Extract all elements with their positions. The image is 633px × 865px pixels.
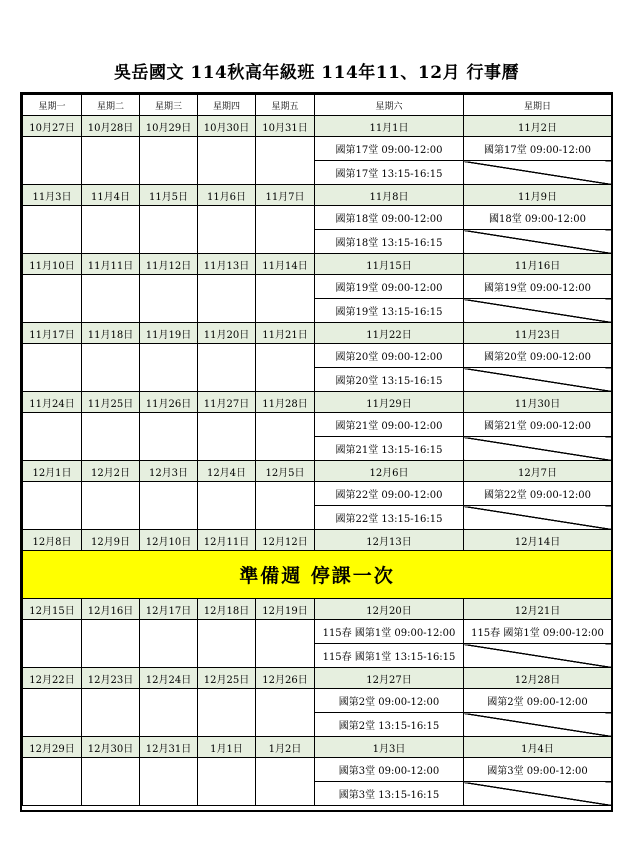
weekday-empty-cell <box>198 275 256 323</box>
date-cell: 12月23日 <box>82 668 140 689</box>
weekday-empty-cell <box>198 344 256 392</box>
suspension-notice: 準備週 停課一次 <box>23 551 612 599</box>
weekday-empty-cell <box>23 206 82 254</box>
notice-row <box>23 551 612 599</box>
weekday-empty-cell <box>140 206 198 254</box>
date-cell: 11月28日 <box>256 392 315 413</box>
date-cell: 11月19日 <box>140 323 198 344</box>
weekday-empty-cell <box>82 206 140 254</box>
date-cell: 11月21日 <box>256 323 315 344</box>
date-cell: 12月20日 <box>315 599 464 620</box>
morning-slot-row <box>23 413 612 437</box>
date-cell: 12月2日 <box>82 461 140 482</box>
weekday-empty-cell <box>256 275 315 323</box>
sunday-morning-class: 國第21堂 09:00-12:00 <box>464 413 612 437</box>
sunday-morning-class: 國18堂 09:00-12:00 <box>464 206 612 230</box>
morning-slot-row <box>23 620 612 644</box>
saturday-afternoon-class: 國第2堂 13:15-16:15 <box>315 713 464 737</box>
weekday-empty-cell <box>82 758 140 806</box>
header-mon: 星期一 <box>23 95 82 116</box>
date-cell: 12月6日 <box>315 461 464 482</box>
date-cell: 12月4日 <box>198 461 256 482</box>
date-cell: 11月4日 <box>82 185 140 206</box>
sunday-afternoon-crossed-cell <box>464 713 612 737</box>
sunday-afternoon-crossed-cell <box>464 437 612 461</box>
week-date-row <box>23 668 612 689</box>
weekday-empty-cell <box>23 344 82 392</box>
date-cell: 11月13日 <box>198 254 256 275</box>
saturday-afternoon-class: 國第17堂 13:15-16:15 <box>315 161 464 185</box>
calendar-table <box>20 92 613 812</box>
header-row <box>23 95 612 116</box>
saturday-afternoon-class: 115春 國第1堂 13:15-16:15 <box>315 644 464 668</box>
week-date-row <box>23 599 612 620</box>
weekday-empty-cell <box>256 206 315 254</box>
weekday-empty-cell <box>198 758 256 806</box>
sunday-afternoon-crossed-cell <box>464 368 612 392</box>
saturday-afternoon-class: 國第19堂 13:15-16:15 <box>315 299 464 323</box>
saturday-afternoon-class: 國第20堂 13:15-16:15 <box>315 368 464 392</box>
date-cell: 12月14日 <box>464 530 612 551</box>
sunday-morning-class: 國第19堂 09:00-12:00 <box>464 275 612 299</box>
page-title: 吳岳國文 114秋高年級班 114年11、12月 行事曆 <box>113 63 520 83</box>
week-date-row <box>23 392 612 413</box>
weekday-empty-cell <box>256 482 315 530</box>
morning-slot-row <box>23 689 612 713</box>
morning-slot-row <box>23 758 612 782</box>
date-cell: 11月9日 <box>464 185 612 206</box>
morning-slot-row <box>23 482 612 506</box>
saturday-morning-class: 115春 國第1堂 09:00-12:00 <box>315 620 464 644</box>
date-cell: 11月3日 <box>23 185 82 206</box>
date-cell: 11月14日 <box>256 254 315 275</box>
weekday-empty-cell <box>82 413 140 461</box>
week-date-row <box>23 254 612 275</box>
date-cell: 12月30日 <box>82 737 140 758</box>
morning-slot-row <box>23 275 612 299</box>
date-cell: 12月12日 <box>256 530 315 551</box>
date-cell: 12月19日 <box>256 599 315 620</box>
weekday-empty-cell <box>256 344 315 392</box>
saturday-morning-class: 國第20堂 09:00-12:00 <box>315 344 464 368</box>
date-cell: 11月15日 <box>315 254 464 275</box>
weekday-empty-cell <box>198 413 256 461</box>
sunday-afternoon-crossed-cell <box>464 230 612 254</box>
date-cell: 11月6日 <box>198 185 256 206</box>
date-cell: 1月1日 <box>198 737 256 758</box>
saturday-morning-class: 國第18堂 09:00-12:00 <box>315 206 464 230</box>
date-cell: 11月27日 <box>198 392 256 413</box>
header-fri: 星期五 <box>256 95 315 116</box>
date-cell: 11月24日 <box>23 392 82 413</box>
weekday-empty-cell <box>23 758 82 806</box>
date-cell: 11月12日 <box>140 254 198 275</box>
date-cell: 12月3日 <box>140 461 198 482</box>
date-cell: 12月18日 <box>198 599 256 620</box>
date-cell: 12月8日 <box>23 530 82 551</box>
weekday-empty-cell <box>140 413 198 461</box>
weekday-empty-cell <box>140 689 198 737</box>
date-cell: 12月10日 <box>140 530 198 551</box>
weekday-empty-cell <box>23 137 82 185</box>
date-cell: 10月28日 <box>82 116 140 137</box>
saturday-morning-class: 國第2堂 09:00-12:00 <box>315 689 464 713</box>
header-sat: 星期六 <box>315 95 464 116</box>
weekday-empty-cell <box>82 275 140 323</box>
date-cell: 11月5日 <box>140 185 198 206</box>
weekday-empty-cell <box>140 620 198 668</box>
sunday-morning-class: 國第22堂 09:00-12:00 <box>464 482 612 506</box>
week-date-row <box>23 185 612 206</box>
sunday-afternoon-crossed-cell <box>464 782 612 806</box>
weekday-empty-cell <box>198 482 256 530</box>
date-cell: 10月31日 <box>256 116 315 137</box>
date-cell: 11月16日 <box>464 254 612 275</box>
date-cell: 1月2日 <box>256 737 315 758</box>
header-thu: 星期四 <box>198 95 256 116</box>
date-cell: 11月22日 <box>315 323 464 344</box>
date-cell: 12月1日 <box>23 461 82 482</box>
date-cell: 11月7日 <box>256 185 315 206</box>
weekday-empty-cell <box>140 275 198 323</box>
weekday-empty-cell <box>23 620 82 668</box>
date-cell: 11月18日 <box>82 323 140 344</box>
date-cell: 12月13日 <box>315 530 464 551</box>
weekday-empty-cell <box>256 758 315 806</box>
sunday-afternoon-crossed-cell <box>464 644 612 668</box>
saturday-afternoon-class: 國第22堂 13:15-16:15 <box>315 506 464 530</box>
date-cell: 12月21日 <box>464 599 612 620</box>
date-cell: 11月1日 <box>315 116 464 137</box>
morning-slot-row <box>23 206 612 230</box>
date-cell: 10月30日 <box>198 116 256 137</box>
saturday-morning-class: 國第17堂 09:00-12:00 <box>315 137 464 161</box>
date-cell: 11月17日 <box>23 323 82 344</box>
sunday-morning-class: 國第17堂 09:00-12:00 <box>464 137 612 161</box>
saturday-afternoon-class: 國第18堂 13:15-16:15 <box>315 230 464 254</box>
header-sun: 星期日 <box>464 95 612 116</box>
weekday-empty-cell <box>198 206 256 254</box>
date-cell: 1月4日 <box>464 737 612 758</box>
date-cell: 11月11日 <box>82 254 140 275</box>
date-cell: 12月5日 <box>256 461 315 482</box>
weekday-empty-cell <box>140 137 198 185</box>
weekday-empty-cell <box>198 137 256 185</box>
weekday-empty-cell <box>256 689 315 737</box>
sunday-morning-class: 115春 國第1堂 09:00-12:00 <box>464 620 612 644</box>
date-cell: 10月29日 <box>140 116 198 137</box>
date-cell: 10月27日 <box>23 116 82 137</box>
date-cell: 12月7日 <box>464 461 612 482</box>
date-cell: 11月30日 <box>464 392 612 413</box>
sunday-afternoon-crossed-cell <box>464 506 612 530</box>
date-cell: 12月11日 <box>198 530 256 551</box>
weekday-empty-cell <box>140 482 198 530</box>
date-cell: 11月10日 <box>23 254 82 275</box>
week-date-row <box>23 116 612 137</box>
date-cell: 11月29日 <box>315 392 464 413</box>
date-cell: 12月28日 <box>464 668 612 689</box>
saturday-morning-class: 國第21堂 09:00-12:00 <box>315 413 464 437</box>
weekday-empty-cell <box>82 620 140 668</box>
date-cell: 12月26日 <box>256 668 315 689</box>
date-cell: 12月17日 <box>140 599 198 620</box>
weekday-empty-cell <box>256 137 315 185</box>
header-wed: 星期三 <box>140 95 198 116</box>
weekday-empty-cell <box>82 137 140 185</box>
weekday-empty-cell <box>140 344 198 392</box>
date-cell: 11月26日 <box>140 392 198 413</box>
weekday-empty-cell <box>198 620 256 668</box>
sunday-morning-class: 國第2堂 09:00-12:00 <box>464 689 612 713</box>
weekday-empty-cell <box>82 344 140 392</box>
weekday-empty-cell <box>82 482 140 530</box>
sunday-morning-class: 國第3堂 09:00-12:00 <box>464 758 612 782</box>
week-date-row <box>23 323 612 344</box>
weekday-empty-cell <box>23 689 82 737</box>
date-cell: 12月27日 <box>315 668 464 689</box>
saturday-morning-class: 國第19堂 09:00-12:00 <box>315 275 464 299</box>
sunday-afternoon-crossed-cell <box>464 161 612 185</box>
date-cell: 11月23日 <box>464 323 612 344</box>
date-cell: 11月8日 <box>315 185 464 206</box>
weekday-empty-cell <box>256 413 315 461</box>
header-tue: 星期二 <box>82 95 140 116</box>
weekday-empty-cell <box>23 413 82 461</box>
saturday-morning-class: 國第22堂 09:00-12:00 <box>315 482 464 506</box>
saturday-morning-class: 國第3堂 09:00-12:00 <box>315 758 464 782</box>
date-cell: 12月31日 <box>140 737 198 758</box>
morning-slot-row <box>23 137 612 161</box>
date-cell: 12月25日 <box>198 668 256 689</box>
saturday-afternoon-class: 國第3堂 13:15-16:15 <box>315 782 464 806</box>
sunday-morning-class: 國第20堂 09:00-12:00 <box>464 344 612 368</box>
weekday-empty-cell <box>23 275 82 323</box>
week-date-row <box>23 530 612 551</box>
weekday-empty-cell <box>23 482 82 530</box>
date-cell: 12月24日 <box>140 668 198 689</box>
weekday-empty-cell <box>198 689 256 737</box>
weekday-empty-cell <box>140 758 198 806</box>
date-cell: 11月25日 <box>82 392 140 413</box>
date-cell: 1月3日 <box>315 737 464 758</box>
week-date-row <box>23 737 612 758</box>
date-cell: 12月22日 <box>23 668 82 689</box>
date-cell: 12月15日 <box>23 599 82 620</box>
weekday-empty-cell <box>256 620 315 668</box>
date-cell: 12月9日 <box>82 530 140 551</box>
sunday-afternoon-crossed-cell <box>464 299 612 323</box>
weekday-empty-cell <box>82 689 140 737</box>
morning-slot-row <box>23 344 612 368</box>
date-cell: 11月20日 <box>198 323 256 344</box>
date-cell: 11月2日 <box>464 116 612 137</box>
date-cell: 12月29日 <box>23 737 82 758</box>
week-date-row <box>23 461 612 482</box>
saturday-afternoon-class: 國第21堂 13:15-16:15 <box>315 437 464 461</box>
date-cell: 12月16日 <box>82 599 140 620</box>
